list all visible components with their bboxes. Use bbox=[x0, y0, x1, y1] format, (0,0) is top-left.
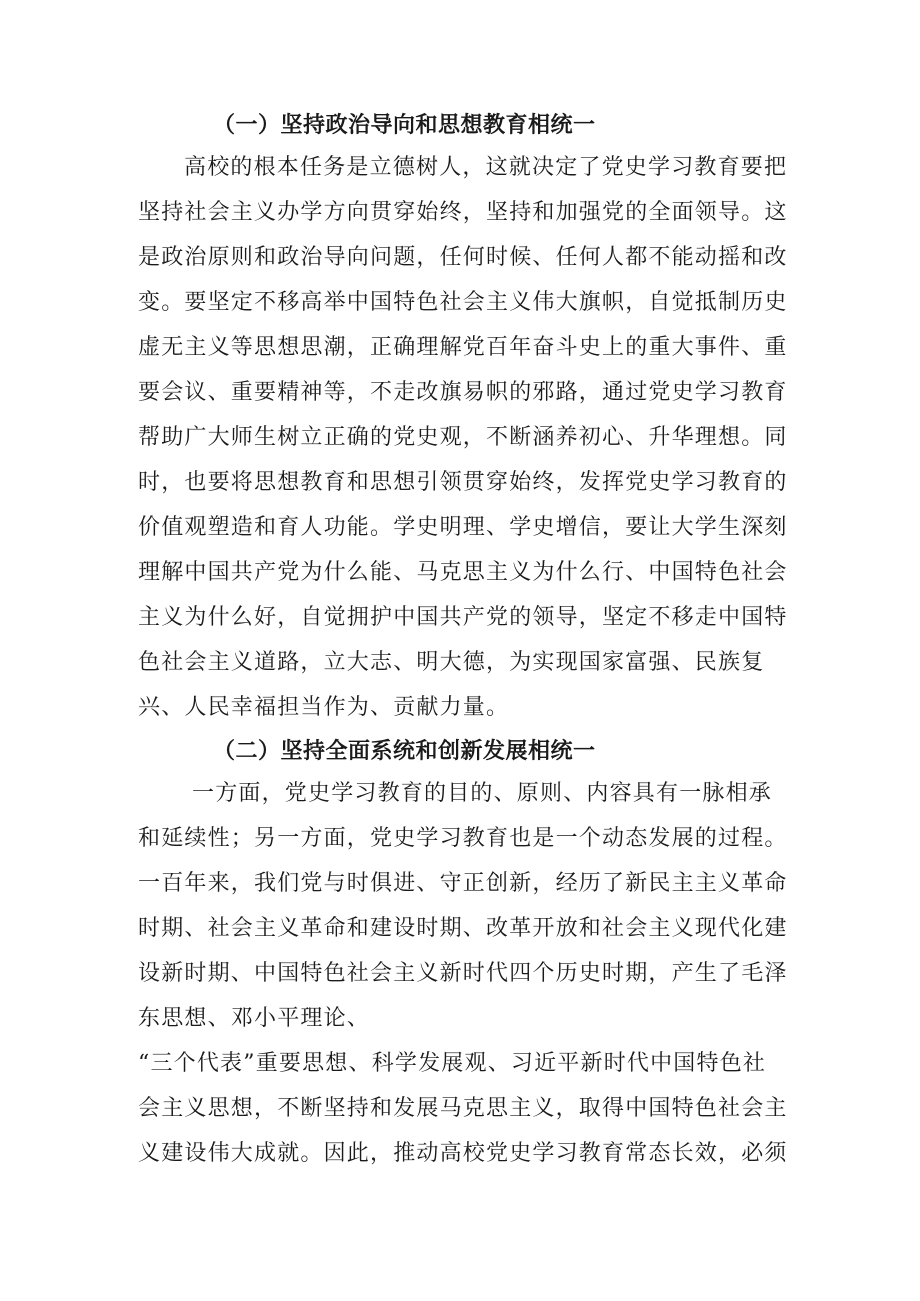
paragraph-1-line: 是政治原则和政治导向问题，任何时候、任何人都不能动摇和改 bbox=[138, 245, 788, 270]
paragraph-2-line: “三个代表”重要思想、科学发展观、习近平新时代中国特色社 bbox=[138, 1051, 767, 1076]
paragraph-2-line: 和延续性；另一方面，党史学习教育也是一个动态发展的过程。 bbox=[138, 826, 788, 851]
paragraph-1-line: 兴、人民幸福担当作为、贡献力量。 bbox=[138, 695, 510, 720]
paragraph-1-line: 理解中国共产党为什么能、马克思主义为什么行、中国特色社会 bbox=[138, 560, 788, 585]
section-2-heading: （二）坚持全面系统和创新发展相统一 bbox=[213, 739, 596, 764]
paragraph-1-line: 时，也要将思想教育和思想引领贯穿始终，发挥党史学习教育的 bbox=[138, 470, 788, 495]
paragraph-1-line: 色社会主义道路，立大志、明大德，为实现国家富强、民族复 bbox=[138, 650, 765, 675]
paragraph-1-line: 主义为什么好，自觉拥护中国共产党的领导，坚定不移走中国特 bbox=[138, 605, 788, 630]
paragraph-2-line: 会主义思想，不断坚持和发展马克思主义，取得中国特色社会主 bbox=[138, 1096, 788, 1121]
paragraph-2-line: 一百年来，我们党与时俱进、守正创新，经历了新民主主义革命 bbox=[138, 871, 788, 896]
section-1-heading: （一）坚持政治导向和思想教育相统一 bbox=[213, 113, 596, 138]
paragraph-1-line: 变。要坚定不移高举中国特色社会主义伟大旗帜，自觉抵制历史 bbox=[138, 290, 788, 315]
paragraph-2-line: 义建设伟大成就。因此，推动高校党史学习教育常态长效，必须 bbox=[138, 1141, 788, 1166]
paragraph-1-line: 虚无主义等思想思潮，正确理解党百年奋斗史上的重大事件、重 bbox=[138, 335, 788, 360]
paragraph-2-line: 东思想、邓小平理论、 bbox=[138, 1006, 371, 1031]
paragraph-1-line: 帮助广大师生树立正确的党史观，不断涵养初心、升华理想。同 bbox=[138, 425, 788, 450]
paragraph-1-line: 要会议、重要精神等，不走改旗易帜的邪路，通过党史学习教育 bbox=[138, 380, 788, 405]
paragraph-2-line: 设新时期、中国特色社会主义新时代四个历史时期，产生了毛泽 bbox=[138, 961, 788, 986]
paragraph-2-line: 时期、社会主义革命和建设时期、改革开放和社会主义现代化建 bbox=[138, 916, 788, 941]
paragraph-1-line: 价值观塑造和育人功能。学史明理、学史增信，要让大学生深刻 bbox=[138, 515, 788, 540]
paragraph-1-line: 坚持社会主义办学方向贯穿始终，坚持和加强党的全面领导。这 bbox=[138, 200, 788, 225]
paragraph-2-line: 一方面，党史学习教育的目的、原则、内容具有一脉相承 bbox=[192, 781, 773, 806]
paragraph-1-line: 高校的根本任务是立德树人，这就决定了党史学习教育要把 bbox=[184, 155, 788, 180]
